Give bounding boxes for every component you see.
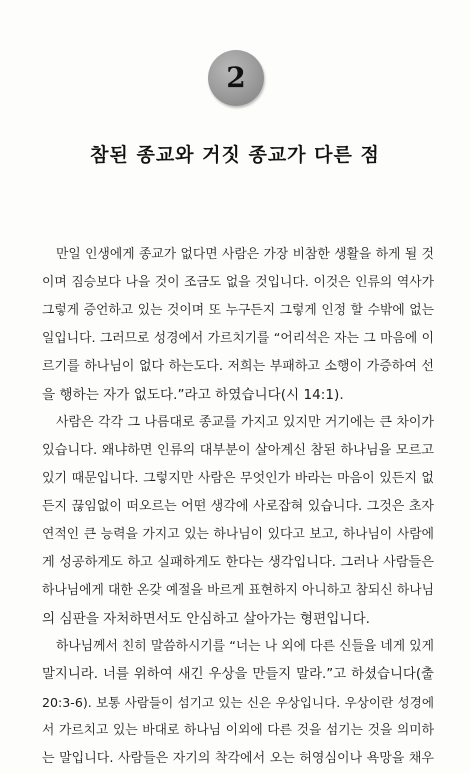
chapter-number: 2 bbox=[226, 61, 246, 94]
text-line: 일입니다. 그러므로 성경에서 가르치기를 “어리석은 자는 그 마음에 이 bbox=[42, 331, 434, 346]
text-line: 있습니다. 왜냐하면 인류의 대부분이 살아계신 참된 하나님을 모르고 bbox=[42, 443, 434, 458]
text-line: 을 행하는 자가 없도다.”라고 하였습니다(시 14:1). bbox=[42, 387, 344, 403]
text-line: 든지 끊임없이 떠오르는 어떤 생각에 사로잡혀 있습니다. 그것은 초자 bbox=[42, 499, 434, 514]
text-line: 의 심판을 자처하면서도 안심하고 살아가는 형편입니다. bbox=[42, 611, 370, 627]
text-line: 있기 때문입니다. 그렇지만 사람은 무엇인가 바라는 마음이 있든지 없 bbox=[42, 471, 434, 486]
text-line: 이며 짐승보다 나을 것이 조금도 없을 것입니다. 이것은 인류의 역사가 bbox=[42, 275, 434, 290]
body-text bbox=[42, 241, 434, 773]
chapter-number-badge bbox=[208, 50, 264, 106]
text-line: 하나님에게 대한 온갖 예절을 바르게 표현하지 아니하고 참되신 하나님 bbox=[42, 583, 434, 598]
text-line: 하나님께서 친히 말씀하시기를 “너는 나 외에 다른 신들을 네게 있게 bbox=[56, 639, 434, 654]
text-line: 연적인 큰 능력을 가지고 있는 하나님이 있다고 보고, 하나님이 사람에 bbox=[42, 527, 434, 542]
text-line: 만일 인생에게 종교가 없다면 사람은 가장 비참한 생활을 하게 될 것 bbox=[56, 247, 434, 262]
text-line: 사람은 각각 그 나름대로 종교를 가지고 있지만 거기에는 큰 차이가 bbox=[56, 415, 434, 430]
text-line: 그렇게 증언하고 있는 것이며 또 누구든지 그렇게 인정 할 수밖에 없는 bbox=[42, 303, 434, 318]
text-line: 서 가르치고 있는 바대로 하나님 이외에 다른 것을 섬기는 것을 의미하 bbox=[42, 723, 434, 738]
text-line: 는 말입니다. 사람들은 자기의 착각에서 오는 허영심이나 욕망을 채우 bbox=[42, 751, 434, 766]
text-line: 20:3-6). 보통 사람들이 섬기고 있는 신은 우상입니다. 우상이란 성경에 bbox=[42, 695, 434, 710]
text-line: 르기를 하나님이 없다 하는도다. 저희는 부패하고 소행이 가증하여 선 bbox=[42, 359, 434, 374]
chapter-title: 참된 종교와 거짓 종교가 다른 점 bbox=[90, 144, 380, 166]
text-line: 말지니라. 너를 위하여 새긴 우상을 만들지 말라.”고 하셨습니다(출 bbox=[42, 667, 434, 682]
text-line: 게 성공하게도 하고 실패하게도 한다는 생각입니다. 그러나 사람들은 bbox=[42, 555, 434, 570]
